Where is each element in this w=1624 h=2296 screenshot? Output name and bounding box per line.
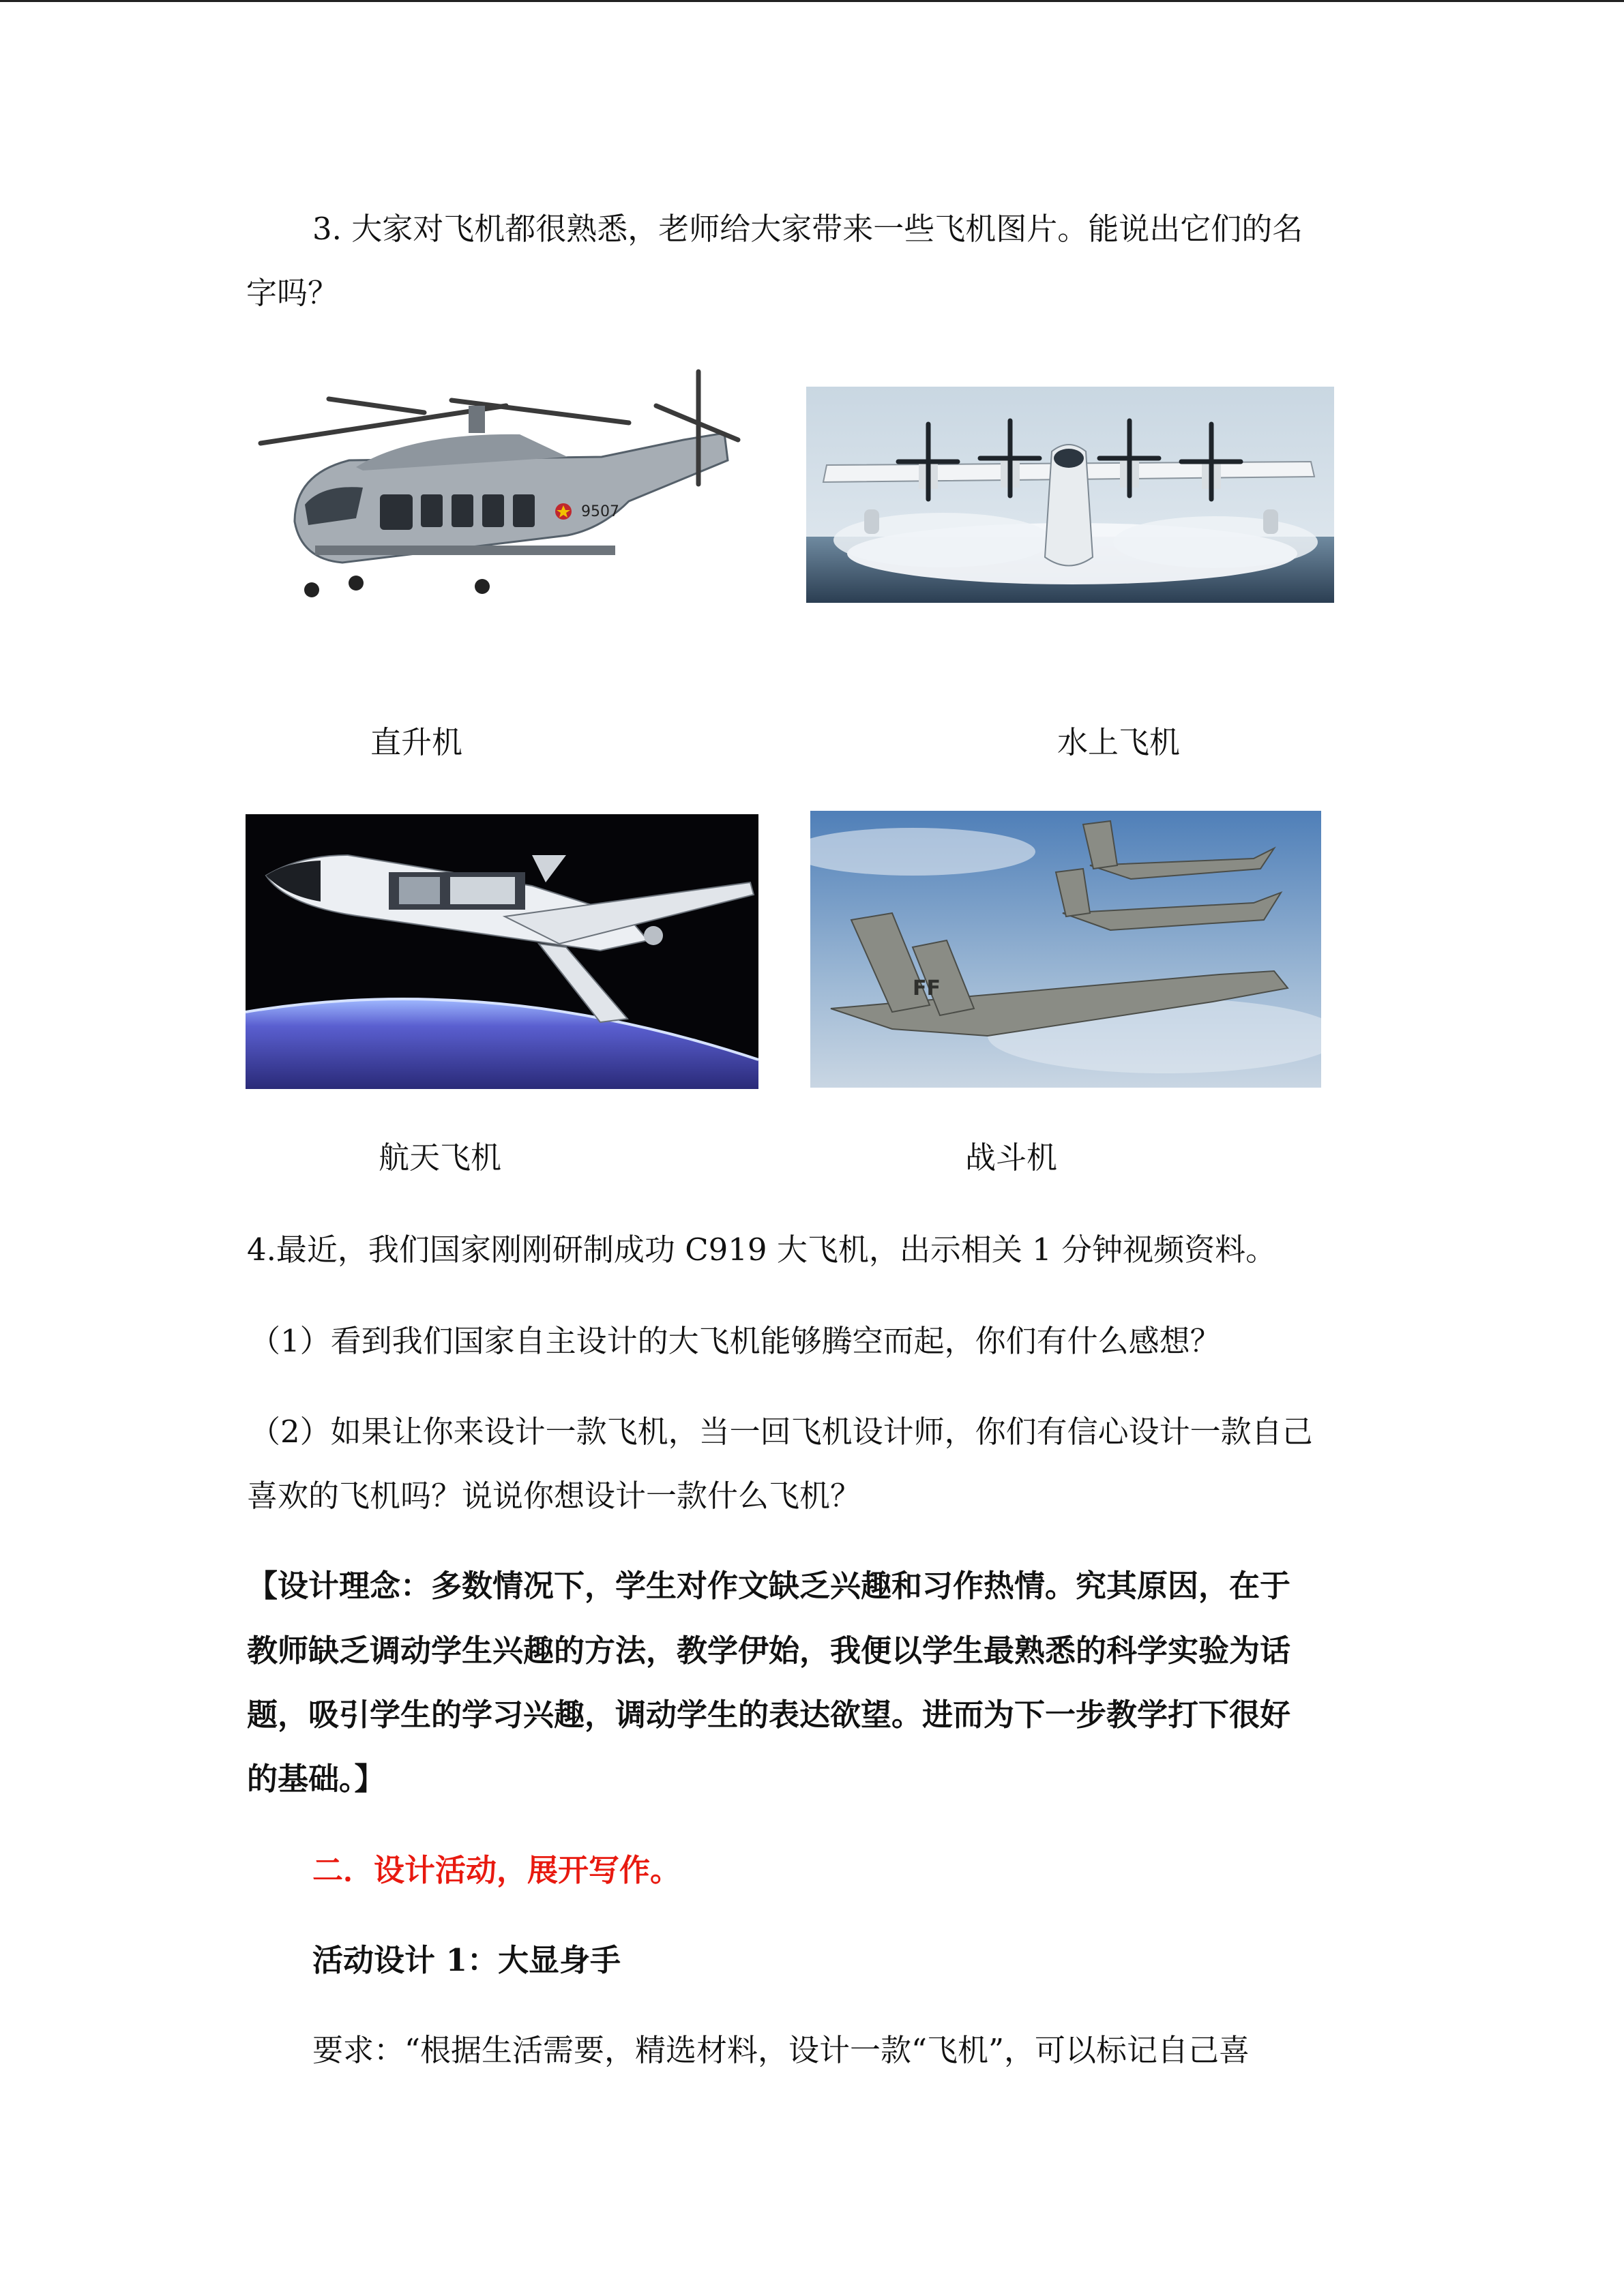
section2-heading: 二．设计活动，展开写作。 [312,1852,681,1888]
helicopter-image [247,358,760,600]
caption-fighter-jet: 战斗机 [965,1139,1058,1176]
caption-seaplane: 水上飞机 [1057,724,1181,760]
caption-space-shuttle: 航天飞机 [379,1139,502,1176]
concept-line2: 教师缺乏调动学生兴趣的方法，教学伊始，我便以学生最熟悉的科学实验为话 [247,1632,1291,1669]
space-shuttle-image [246,814,758,1089]
caption-helicopter: 直升机 [370,724,463,760]
activity-title: 活动设计 1：大显身手 [312,1942,621,1978]
concept-line1: 【设计理念：多数情况下，学生对作文缺乏兴趣和习作热情。究其原因，在于 [247,1568,1291,1604]
fighter-tail-code: FF [913,976,941,1000]
requirement-line: 要求：“根据生活需要，精选材料，设计一款“飞机”，可以标记自己喜 [312,2032,1250,2068]
q4-sub2-line2: 喜欢的飞机吗？说说你想设计一款什么飞机？ [247,1478,861,1514]
seaplane-image [806,387,1334,603]
q4-line: 4.最近，我们国家刚刚研制成功 C919 大飞机，出示相关 1 分钟视频资料。 [247,1232,1277,1268]
concept-line4: 的基础。】 [247,1761,385,1797]
q4-sub1: （1）看到我们国家自主设计的大飞机能够腾空而起，你们有什么感想？ [250,1323,1221,1359]
q3-line1: 3. 大家对飞机都很熟悉，老师给大家带来一些飞机图片。能说出它们的名 [312,211,1303,247]
q3-line2: 字吗？ [246,275,339,311]
q4-sub2-line1: （2）如果让你来设计一款飞机，当一回飞机设计师，你们有信心设计一款自己 [250,1414,1313,1450]
helicopter-tail-number: 9507 [581,503,619,520]
page-top-border [0,0,1624,2]
fighter-jet-image [810,811,1321,1088]
concept-line3: 题，吸引学生的学习兴趣，调动学生的表达欲望。进而为下一步教学打下很好 [247,1697,1291,1733]
